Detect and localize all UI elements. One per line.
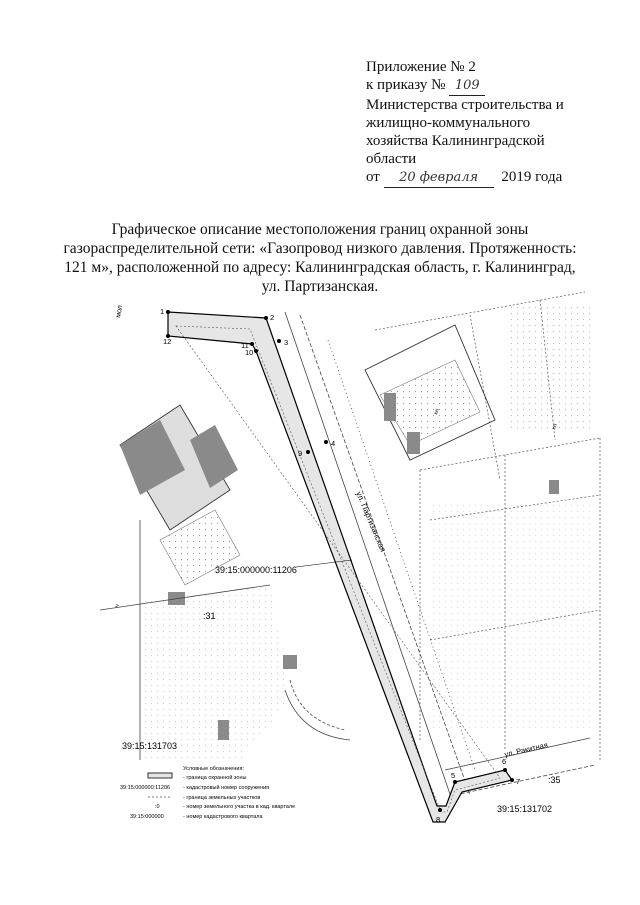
legend-item-5: - номер кадастрового квартала	[183, 814, 263, 820]
small-building-mid	[283, 655, 297, 669]
point-11-marker	[250, 342, 254, 346]
point-3-label: 3	[284, 338, 289, 347]
point-6-label: 6	[502, 757, 507, 766]
small-building-right	[549, 480, 559, 494]
ministry-line-1: Министерства строительства и	[366, 97, 564, 113]
point-9-label: 9	[298, 449, 303, 458]
point-7-label: 7	[516, 777, 521, 786]
legend-symbol-5: 39:15:000000	[130, 814, 164, 820]
point-3-marker	[277, 339, 281, 343]
building-upper-right	[365, 325, 495, 460]
street-rakitnaya-label: ул. Ракитная	[503, 740, 549, 759]
point-1-marker	[166, 310, 170, 314]
date-suffix: 2019 года	[501, 169, 563, 185]
ministry-line-4: области	[366, 151, 417, 167]
parcel-texture-right	[510, 302, 595, 432]
order-number-handwritten: 109	[449, 77, 485, 96]
ministry-line-3: хозяйства Калининградской	[366, 133, 545, 149]
point-5-marker	[453, 780, 457, 784]
order-prefix: к приказу №	[366, 77, 446, 93]
date-prefix: от	[366, 169, 380, 185]
title-line-4: ул. Партизанская.	[261, 278, 379, 295]
point-7-marker	[510, 778, 514, 782]
appendix-title: Приложение № 2	[366, 59, 476, 75]
building-left	[114, 405, 240, 609]
point-4-marker	[324, 440, 328, 444]
point-8-label: 8	[436, 815, 441, 824]
building-label-c: н	[114, 603, 122, 609]
legend-item-4: - номер земельного участка в кад. квартале	[183, 804, 296, 810]
point-6-marker	[503, 768, 507, 772]
point-11-label: 11	[241, 341, 249, 350]
date-handwritten: 20 февраля	[384, 169, 494, 188]
parcel-35-label: :35	[548, 775, 561, 785]
map-legend	[118, 760, 308, 820]
quarter-left-label: 39:15:131703	[122, 741, 178, 751]
point-1-label: 1	[160, 307, 165, 316]
point-9-marker	[306, 450, 310, 454]
legend-symbol-4: :0	[155, 804, 160, 810]
title-line-1: Графическое описание местоположения границ охранной зоны	[111, 221, 529, 238]
point-12-label: 12	[163, 337, 172, 346]
legend-item-3: - граница земельных участков	[183, 795, 261, 801]
legend-symbol-2: 39:15:000000:11206	[120, 785, 171, 791]
title-line-2: газораспределительной сети: «Газопровод низкого давления. Протяженность:	[63, 240, 577, 257]
parcel-31-label: :31	[203, 611, 216, 621]
building-label-b: кн	[551, 423, 559, 431]
point-2-marker	[264, 316, 268, 320]
quarter-right-label: 39:15:131702	[497, 804, 553, 814]
legend-title: Условные обозначения:	[183, 766, 244, 772]
point-8-marker	[438, 808, 442, 812]
point-10-marker	[254, 349, 258, 353]
legend-item-1: - граница охранной зоны	[183, 775, 247, 781]
cadastral-structure-label: 39:15:000000:11206	[215, 565, 297, 575]
parcel-texture-lower-right	[430, 500, 595, 730]
point-5-label: 5	[451, 771, 456, 780]
building-label-a: кн	[433, 408, 441, 416]
point-2-label: 2	[270, 313, 275, 322]
point-4-label: 4	[331, 439, 336, 448]
edge-fragment-label: мол	[115, 304, 125, 319]
street-partizanskaya-label: ул. Партизанская	[354, 490, 388, 554]
title-line-3: 121 м», расположенной по адресу: Калининградская область, г. Калининград,	[64, 259, 576, 276]
legend-item-2: - кадастровый номер сооружения	[183, 785, 270, 791]
legend-zone-swatch	[148, 773, 172, 778]
point-10-label: 10	[245, 348, 254, 357]
ministry-line-2: жилищно-коммунального	[366, 115, 531, 131]
